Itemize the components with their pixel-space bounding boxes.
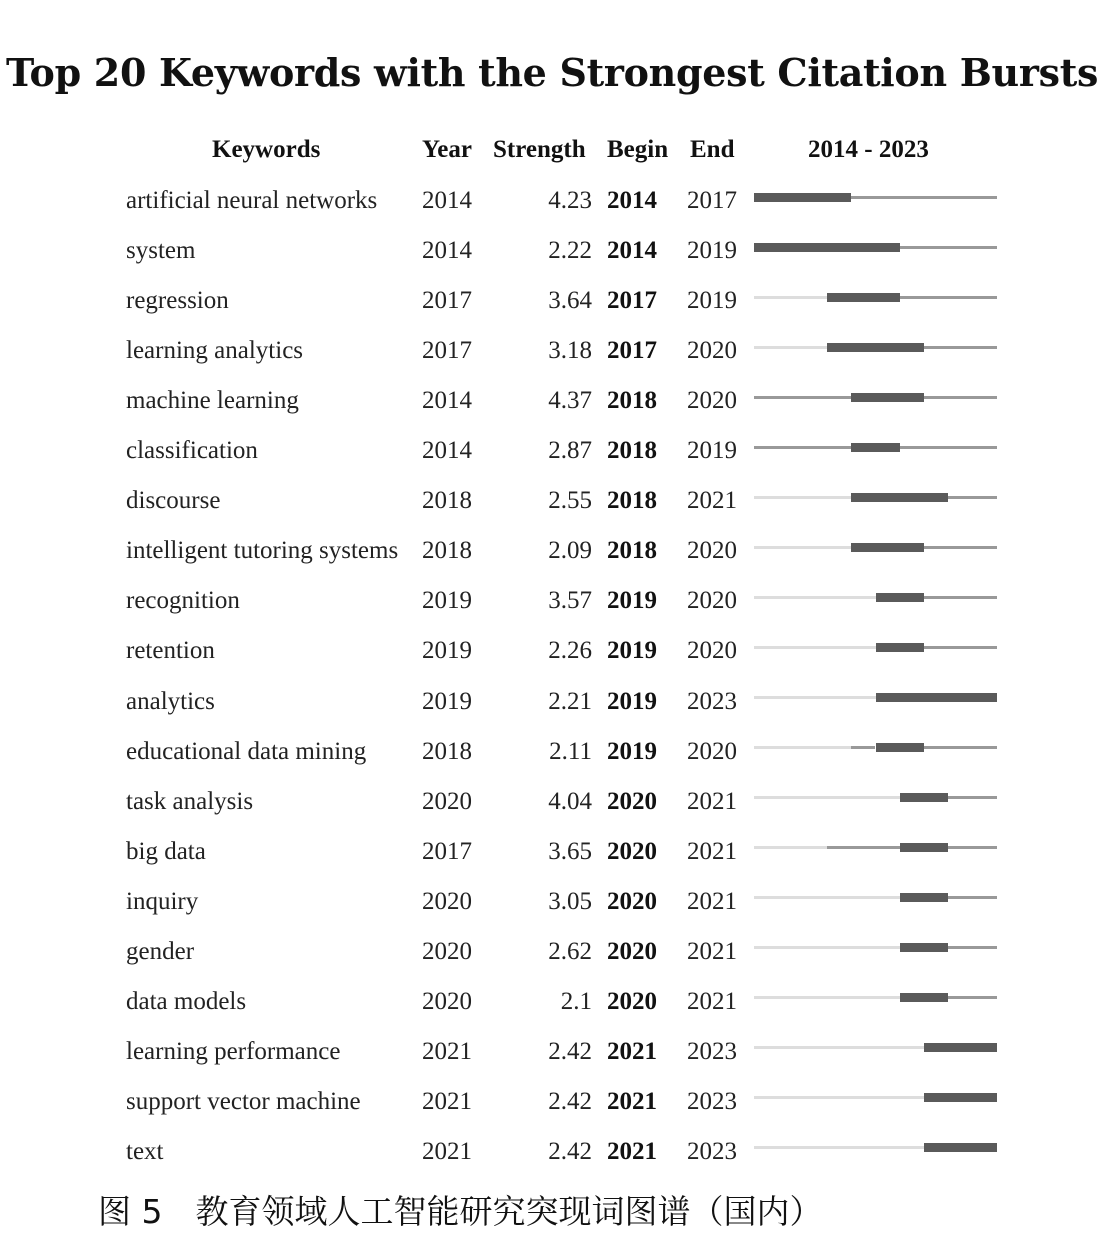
burst-timeline	[754, 240, 997, 254]
strength-cell: 2.87	[548, 437, 592, 465]
keyword-cell: text	[126, 1137, 164, 1165]
table-row	[0, 887, 1104, 937]
year-cell: 2018	[422, 537, 472, 565]
table-row	[0, 1137, 1104, 1187]
inactive-segment	[754, 946, 900, 949]
active-segment	[827, 846, 900, 849]
strength-cell: 3.64	[548, 287, 592, 315]
end-cell: 2023	[687, 1137, 737, 1165]
keyword-cell: classification	[126, 437, 258, 465]
year-cell: 2020	[422, 987, 472, 1015]
year-cell: 2021	[422, 1037, 472, 1065]
year-cell: 2014	[422, 237, 472, 265]
table-row	[0, 286, 1104, 336]
end-cell: 2019	[687, 237, 737, 265]
active-segment	[900, 246, 997, 249]
active-segment	[851, 196, 997, 199]
inactive-segment	[754, 296, 827, 299]
active-segment	[924, 396, 997, 399]
end-cell: 2021	[687, 987, 737, 1015]
begin-cell: 2019	[607, 587, 657, 615]
year-cell: 2019	[422, 637, 472, 665]
begin-cell: 2021	[607, 1137, 657, 1165]
active-segment	[948, 996, 997, 999]
table-row	[0, 536, 1104, 586]
burst-bar	[924, 1093, 997, 1102]
active-segment	[948, 946, 997, 949]
keyword-cell: learning analytics	[126, 337, 304, 365]
keyword-cell: retention	[126, 637, 215, 665]
header-timeline-range: 2014 - 2023	[808, 136, 929, 163]
burst-bar	[827, 343, 924, 352]
begin-cell: 2020	[607, 887, 657, 915]
active-segment	[924, 546, 997, 549]
burst-bar	[876, 593, 925, 602]
keyword-cell: regression	[126, 287, 229, 315]
burst-timeline	[754, 891, 997, 905]
burst-timeline	[754, 190, 997, 204]
table-row	[0, 386, 1104, 436]
inactive-segment	[754, 546, 851, 549]
header-year: Year	[422, 136, 472, 163]
strength-cell: 4.04	[548, 787, 592, 815]
burst-bar	[900, 893, 949, 902]
begin-cell: 2018	[607, 537, 657, 565]
year-cell: 2018	[422, 487, 472, 515]
year-cell: 2017	[422, 287, 472, 315]
burst-timeline	[754, 490, 997, 504]
begin-cell: 2018	[607, 437, 657, 465]
strength-cell: 2.42	[548, 1137, 592, 1165]
year-cell: 2017	[422, 337, 472, 365]
end-cell: 2017	[687, 187, 737, 214]
begin-cell: 2020	[607, 987, 657, 1015]
burst-bar	[900, 993, 949, 1002]
header-strength: Strength	[493, 136, 586, 163]
keyword-cell: recognition	[126, 587, 240, 615]
burst-timeline	[754, 1041, 997, 1055]
table-row	[0, 987, 1104, 1037]
burst-timeline	[754, 640, 997, 654]
active-segment	[900, 446, 997, 449]
year-cell: 2020	[422, 937, 472, 965]
table-row	[0, 236, 1104, 286]
keyword-cell: support vector machine	[126, 1087, 361, 1115]
keyword-cell: analytics	[126, 687, 215, 715]
inactive-segment	[754, 996, 900, 999]
active-segment	[924, 746, 997, 749]
header-keywords: Keywords	[212, 136, 321, 163]
year-cell: 2014	[422, 187, 472, 214]
begin-cell: 2021	[607, 1087, 657, 1115]
year-cell: 2014	[422, 437, 472, 465]
active-segment	[851, 746, 875, 749]
begin-cell: 2017	[607, 337, 657, 365]
begin-cell: 2019	[607, 637, 657, 665]
end-cell: 2021	[687, 787, 737, 815]
burst-bar	[851, 443, 900, 452]
begin-cell: 2019	[607, 687, 657, 715]
burst-bar	[876, 693, 998, 702]
table-row	[0, 436, 1104, 486]
begin-cell: 2018	[607, 487, 657, 515]
begin-cell: 2020	[607, 837, 657, 865]
burst-bar	[754, 243, 900, 252]
burst-timeline	[754, 1091, 997, 1105]
active-segment	[924, 596, 997, 599]
strength-cell: 2.42	[548, 1037, 592, 1065]
year-cell: 2020	[422, 887, 472, 915]
burst-bar	[924, 1143, 997, 1152]
strength-cell: 4.23	[548, 187, 592, 214]
table-row	[0, 586, 1104, 636]
end-cell: 2019	[687, 287, 737, 315]
year-cell: 2018	[422, 737, 472, 765]
inactive-segment	[754, 646, 876, 649]
keyword-cell: discourse	[126, 487, 221, 515]
keyword-cell: big data	[126, 837, 206, 865]
table-row	[0, 937, 1104, 987]
table-row	[0, 486, 1104, 536]
chart-title: Top 20 Keywords with the Strongest Citation Bursts	[5, 50, 1099, 95]
strength-cell: 4.37	[548, 387, 592, 415]
table-row	[0, 737, 1104, 787]
burst-timeline	[754, 440, 997, 454]
inactive-segment	[754, 846, 827, 849]
burst-timeline	[754, 340, 997, 354]
burst-bar	[900, 843, 949, 852]
begin-cell: 2017	[607, 287, 657, 315]
begin-cell: 2014	[607, 187, 657, 214]
burst-bar	[851, 543, 924, 552]
keyword-cell: task analysis	[126, 787, 254, 815]
keyword-cell: intelligent tutoring systems	[126, 537, 399, 565]
inactive-segment	[754, 696, 876, 699]
burst-timeline	[754, 1141, 997, 1155]
end-cell: 2020	[687, 537, 737, 565]
inactive-segment	[754, 746, 851, 749]
year-cell: 2019	[422, 587, 472, 615]
active-segment	[924, 646, 997, 649]
header-begin: Begin	[607, 136, 669, 163]
year-cell: 2017	[422, 837, 472, 865]
figure-caption: 图 5 教育领域人工智能研究突现词图谱（国内）	[98, 1192, 823, 1231]
begin-cell: 2014	[607, 237, 657, 265]
inactive-segment	[754, 496, 851, 499]
end-cell: 2019	[687, 437, 737, 465]
burst-timeline	[754, 941, 997, 955]
burst-bar	[876, 643, 925, 652]
active-segment	[900, 296, 997, 299]
begin-cell: 2020	[607, 787, 657, 815]
table-row	[0, 336, 1104, 386]
burst-timeline	[754, 590, 997, 604]
end-cell: 2020	[687, 737, 737, 765]
burst-bar	[876, 743, 925, 752]
year-cell: 2014	[422, 387, 472, 415]
burst-timeline	[754, 290, 997, 304]
burst-bar	[851, 393, 924, 402]
end-cell: 2023	[687, 1087, 737, 1115]
strength-cell: 2.42	[548, 1087, 592, 1115]
end-cell: 2020	[687, 587, 737, 615]
table-row	[0, 186, 1104, 236]
inactive-segment	[754, 596, 876, 599]
keyword-cell: artificial neural networks	[126, 187, 378, 214]
inactive-segment	[754, 796, 900, 799]
strength-cell: 2.55	[548, 487, 592, 515]
keyword-cell: system	[126, 237, 196, 265]
end-cell: 2020	[687, 637, 737, 665]
strength-cell: 3.05	[548, 887, 592, 915]
burst-timeline	[754, 691, 997, 705]
strength-cell: 3.57	[548, 587, 592, 615]
end-cell: 2021	[687, 937, 737, 965]
strength-cell: 3.65	[548, 837, 592, 865]
end-cell: 2023	[687, 1037, 737, 1065]
end-cell: 2023	[687, 687, 737, 715]
year-cell: 2021	[422, 1087, 472, 1115]
begin-cell: 2019	[607, 737, 657, 765]
burst-timeline	[754, 841, 997, 855]
inactive-segment	[754, 896, 900, 899]
strength-cell: 2.22	[548, 237, 592, 265]
table-row	[0, 1037, 1104, 1087]
burst-bar	[900, 943, 949, 952]
inactive-segment	[754, 1046, 924, 1049]
burst-timeline	[754, 991, 997, 1005]
burst-bar	[754, 193, 851, 202]
burst-bar	[924, 1043, 997, 1052]
end-cell: 2021	[687, 487, 737, 515]
table-row	[0, 1087, 1104, 1137]
keyword-cell: learning performance	[126, 1037, 341, 1065]
year-cell: 2020	[422, 787, 472, 815]
end-cell: 2021	[687, 887, 737, 915]
begin-cell: 2018	[607, 387, 657, 415]
end-cell: 2021	[687, 837, 737, 865]
active-segment	[948, 496, 997, 499]
table-row	[0, 837, 1104, 887]
active-segment	[948, 796, 997, 799]
keyword-cell: inquiry	[126, 887, 199, 915]
inactive-segment	[754, 1096, 924, 1099]
keyword-cell: data models	[126, 987, 247, 1015]
burst-timeline	[754, 390, 997, 404]
active-segment	[754, 446, 851, 449]
burst-bar	[900, 793, 949, 802]
begin-cell: 2020	[607, 937, 657, 965]
strength-cell: 2.11	[549, 737, 592, 765]
burst-timeline	[754, 540, 997, 554]
begin-cell: 2021	[607, 1037, 657, 1065]
year-cell: 2019	[422, 687, 472, 715]
keyword-cell: educational data mining	[126, 737, 367, 765]
strength-cell: 2.1	[560, 987, 592, 1015]
strength-cell: 2.62	[548, 937, 592, 965]
burst-timeline	[754, 741, 997, 755]
strength-cell: 2.26	[548, 637, 592, 665]
end-cell: 2020	[687, 337, 737, 365]
strength-cell: 2.21	[548, 687, 592, 715]
burst-bar	[827, 293, 900, 302]
keyword-cell: gender	[126, 937, 195, 965]
table-row	[0, 787, 1104, 837]
end-cell: 2020	[687, 387, 737, 415]
inactive-segment	[754, 346, 827, 349]
table-row	[0, 636, 1104, 686]
header-end: End	[690, 136, 735, 163]
inactive-segment	[754, 1146, 924, 1149]
active-segment	[924, 346, 997, 349]
burst-bar	[851, 493, 948, 502]
active-segment	[754, 396, 851, 399]
active-segment	[948, 896, 997, 899]
strength-cell: 3.18	[548, 337, 592, 365]
active-segment	[948, 846, 997, 849]
burst-timeline	[754, 791, 997, 805]
keyword-cell: machine learning	[126, 387, 299, 415]
table-row	[0, 687, 1104, 737]
year-cell: 2021	[422, 1137, 472, 1165]
strength-cell: 2.09	[548, 537, 592, 565]
